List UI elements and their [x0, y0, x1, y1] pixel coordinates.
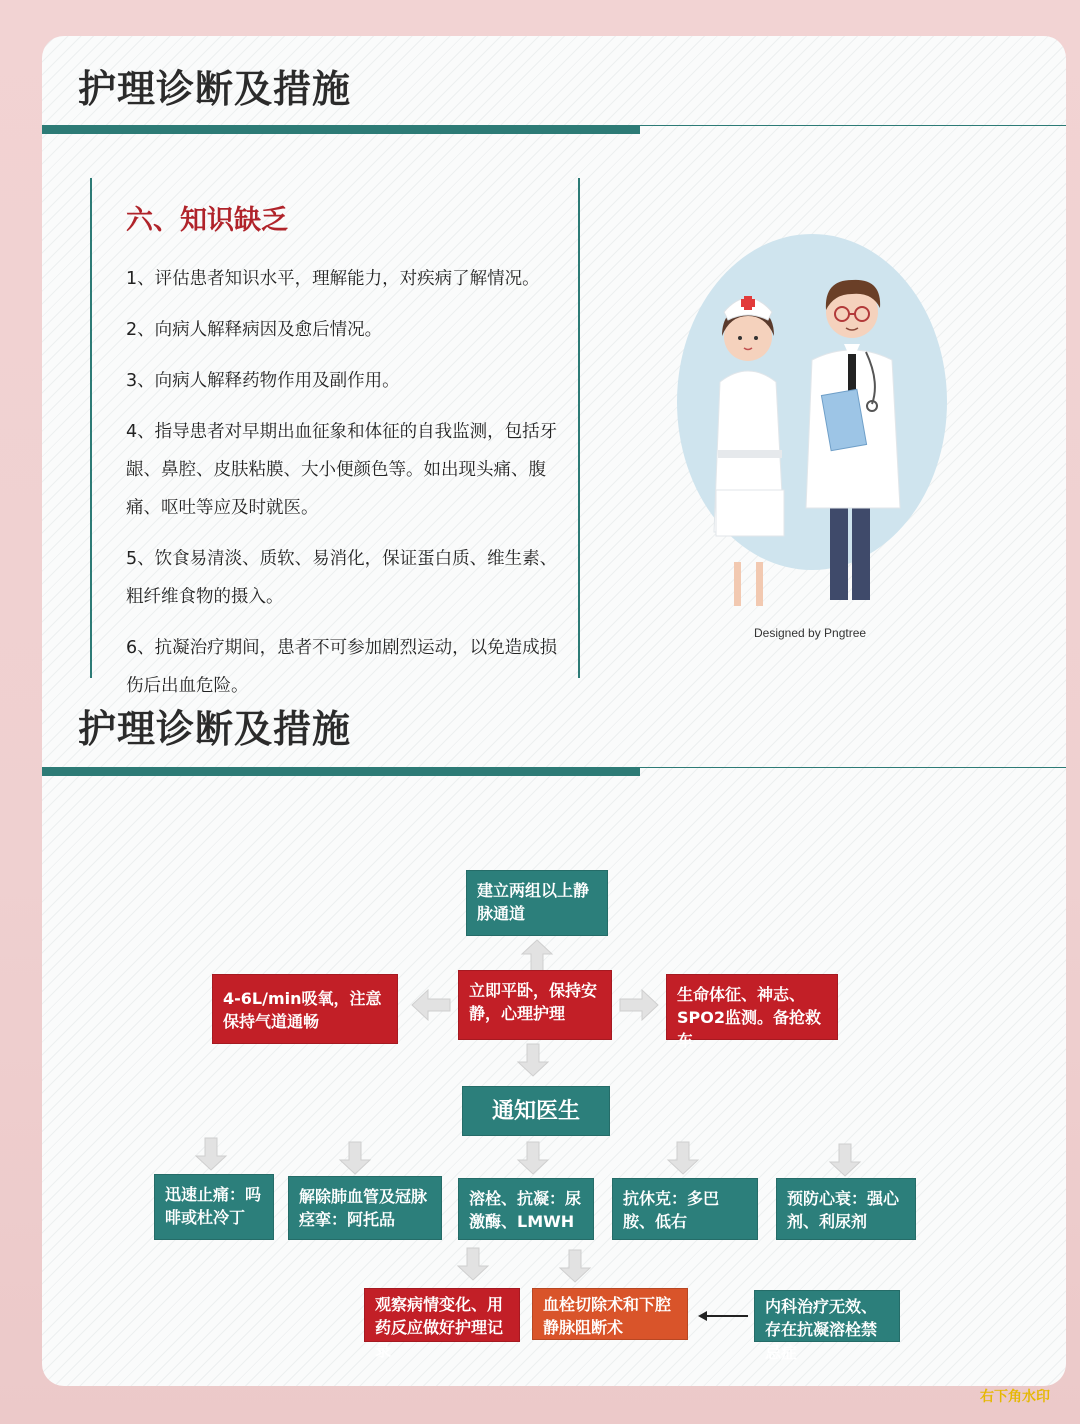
list-item: 4、指导患者对早期出血征象和体征的自我监测，包括牙龈、鼻腔、皮肤粘膜、大小便颜色等。如出现头痛、腹痛、呕吐等应及时就医。 [126, 422, 558, 518]
flow-box-iv-access: 建立两组以上静脉通道 [466, 870, 608, 936]
flow-box-notify-doctor: 通知医生 [462, 1086, 610, 1136]
arrow-down-icon [196, 1138, 226, 1170]
watermark: 右下角水印 [980, 1389, 1050, 1405]
flow-box-observation: 观察病情变化、用药反应做好护理记录 [364, 1288, 520, 1342]
illustration-credit: Designed by Pngtree [754, 626, 867, 640]
slide-knowledge-deficit [42, 36, 1066, 696]
arrow-right-icon [620, 990, 658, 1020]
title-underline [42, 767, 640, 776]
slide-emergency-flowchart [42, 678, 1066, 1386]
arrow-down-icon [518, 1142, 548, 1174]
list-item: 3、向病人解释药物作用及副作用。 [126, 371, 400, 391]
flow-box-oxygen: 4-6L/min吸氧，注意保持气道通畅 [212, 974, 398, 1044]
flow-box-anti-shock: 抗休克：多巴胺、低右 [612, 1178, 758, 1240]
flow-box-heart-failure-prevention: 预防心衰：强心剂、利尿剂 [776, 1178, 916, 1240]
measure-list [126, 260, 566, 718]
flow-box-thrombolysis: 溶栓、抗凝：尿激酶、LMWH [458, 1178, 594, 1240]
arrow-down-icon [340, 1142, 370, 1174]
arrow-left-icon [412, 990, 450, 1020]
flow-box-contraindication: 内科治疗无效、存在抗凝溶栓禁忌症 [754, 1290, 900, 1342]
document-card [42, 36, 1066, 1386]
title-underline-thin [640, 125, 1066, 126]
section-heading: 六、知识缺乏 [126, 205, 288, 236]
flow-box-surgery: 血栓切除术和下腔静脉阻断术 [532, 1288, 688, 1340]
list-item: 5、饮食易清淡、质软、易消化，保证蛋白质、维生素、粗纤维食物的摄入。 [126, 549, 558, 607]
arrow-down-icon [668, 1142, 698, 1174]
slide-title: 护理诊断及措施 [78, 67, 352, 111]
text-panel [90, 178, 580, 696]
arrow-up-icon [522, 940, 552, 972]
list-item: 6、抗凝治疗期间，患者不可参加剧烈运动，以免造成损伤后出血危险。 [126, 638, 558, 696]
flow-box-spasm-relief: 解除肺血管及冠脉痉挛：阿托品 [288, 1176, 442, 1240]
title-underline-thin [640, 767, 1066, 768]
arrow-left-thin-icon [698, 1310, 750, 1322]
arrow-down-icon [830, 1144, 860, 1176]
arrow-down-icon [560, 1250, 590, 1282]
nurse-doctor-illustration [662, 232, 952, 612]
flow-box-analgesia: 迅速止痛：吗啡或杜冷丁 [154, 1174, 274, 1240]
arrow-down-icon [458, 1248, 488, 1280]
arrow-down-icon [518, 1044, 548, 1076]
slide-title: 护理诊断及措施 [78, 707, 352, 751]
list-item: 1、评估患者知识水平，理解能力，对疾病了解情况。 [126, 269, 540, 289]
title-underline [42, 125, 640, 134]
list-item: 2、向病人解释病因及愈后情况。 [126, 320, 383, 340]
flow-box-center: 立即平卧，保持安静，心理护理 [458, 970, 612, 1040]
flow-box-monitoring: 生命体征、神志、SPO2监测。备抢救车 [666, 974, 838, 1040]
